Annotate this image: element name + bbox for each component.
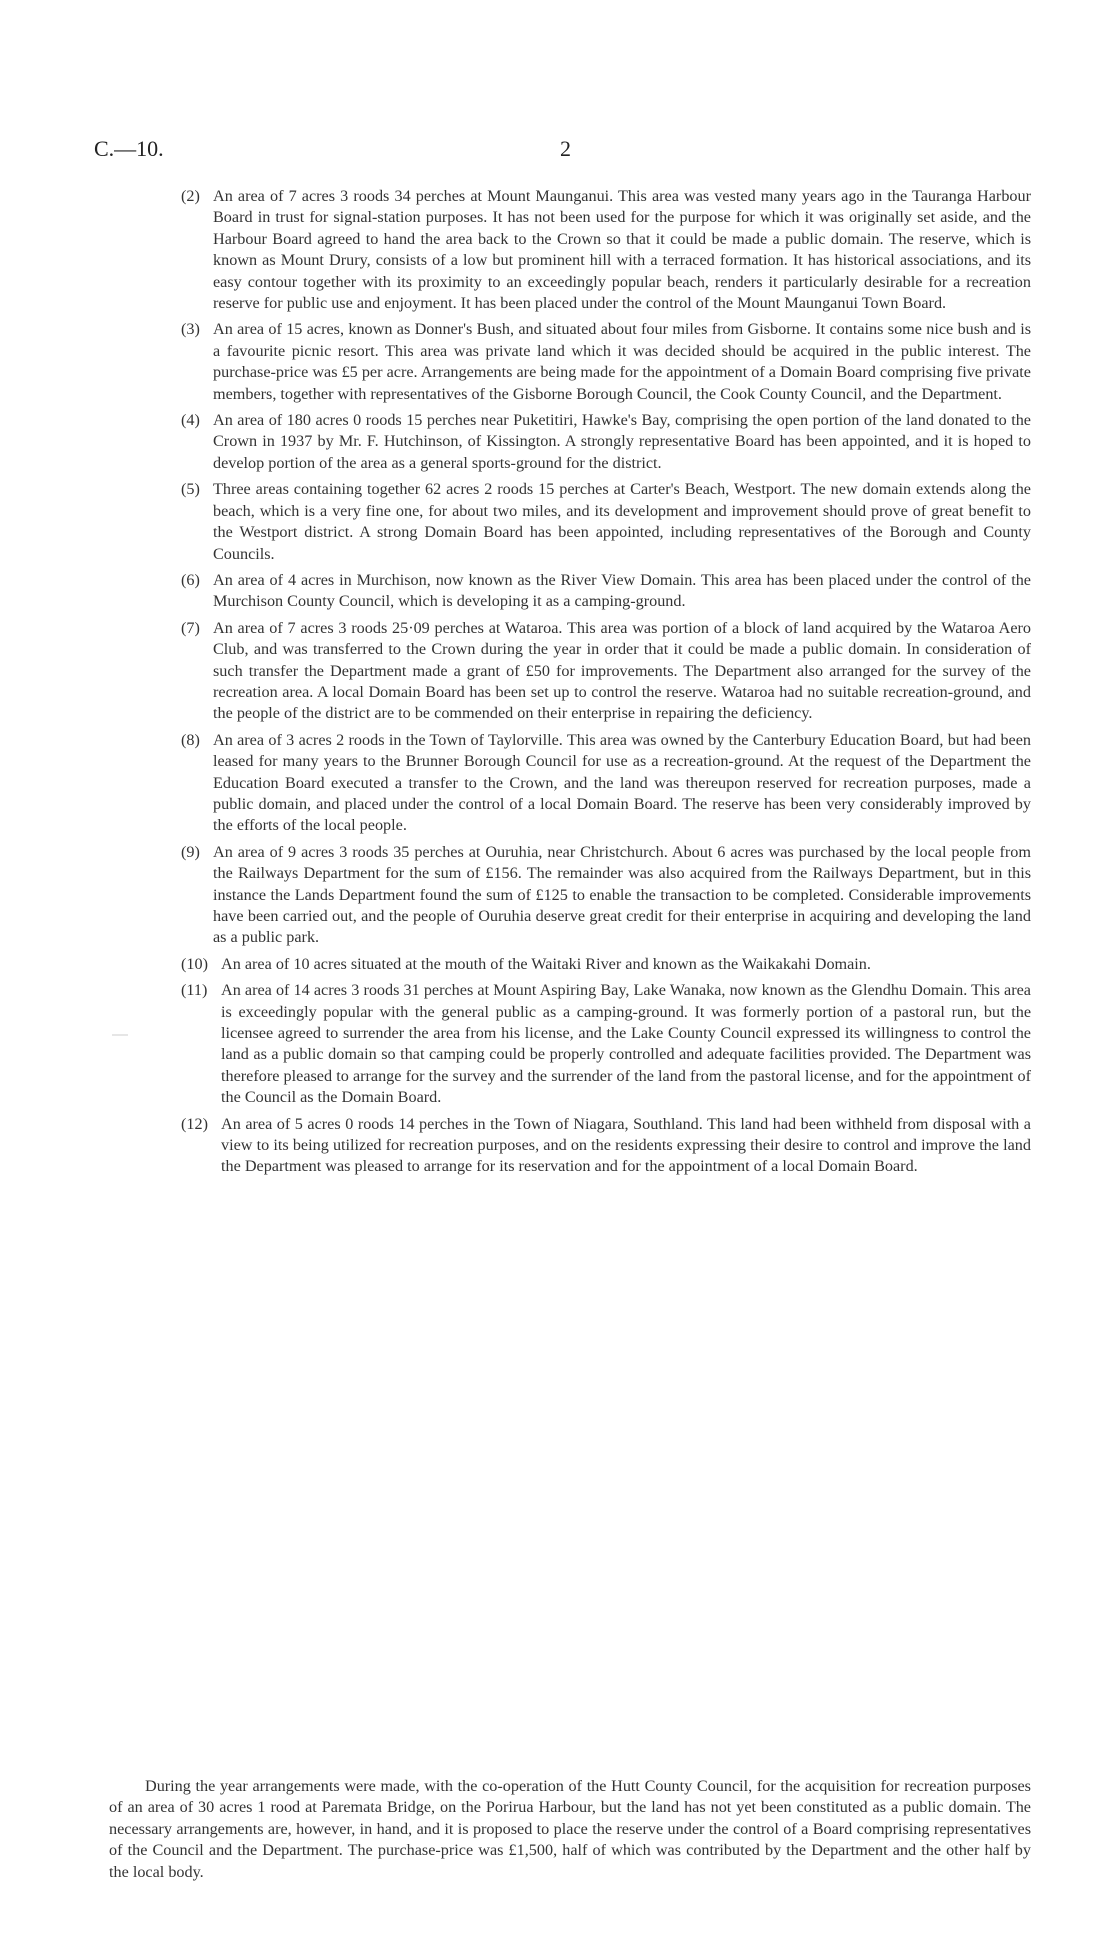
item-11 <box>181 980 1031 1108</box>
item-8 <box>181 730 1031 837</box>
item-number: (3) <box>181 320 200 339</box>
document-reference: C.—10. <box>94 136 164 161</box>
item-number: (8) <box>181 730 200 749</box>
item-12 <box>181 1114 1031 1178</box>
item-7 <box>181 618 1031 725</box>
item-number: (6) <box>181 570 200 589</box>
item-text: An area of 3 acres 2 roods in the Town of Taylorville. This area was owned by the Canterbury Education Board, but had been leased for many years to the Brunner Borough Council for use as a recreation-ground. At the request of the Department the Education Board executed a transfer to the Crown, and the land was thereupon reserved for recreation purposes, made a public domain, and placed under the control of a local Domain Board. The reserve has been very considerably improved by the efforts of the local people. <box>213 730 1031 835</box>
item-number: (7) <box>181 618 200 637</box>
item-text: An area of 7 acres 3 roods 25·09 perches at Wataroa. This area was portion of a block of land acquired by the Wataroa Aero Club, and was transferred to the Crown during the year in order that it could be made a public domain. In consideration of such transfer the Department made a grant of £50 for improvements. The Department also arranged for the survey of the recreation area. A local Domain Board has been set up to control the reserve. Wataroa had no suitable recreation-ground, and the people of the district are to be commended on their enterprise in repairing the deficiency. <box>213 618 1031 723</box>
item-number: (9) <box>181 842 200 861</box>
item-text: An area of 15 acres, known as Donner's Bush, and situated about four miles from Gisborne. It contains some nice bush and is a favourite picnic resort. This area was private land which it was decided should be acquired in the public interest. The purchase-price was £5 per acre. Arrangements are being made for the appointment of a Domain Board comprising five private members, together with representatives of the Gisborne Borough Council, the Cook County Council, and the Department. <box>213 320 1031 403</box>
page-header <box>94 136 1020 166</box>
numbered-items <box>181 186 1031 1183</box>
item-text: An area of 14 acres 3 roods 31 perches at Mount Aspiring Bay, Lake Wanaka, now known as the Glendhu Domain. This area is exceedingly popular with the general public as a camping-ground. It was formerly portion of a pastoral run, but the licensee agreed to surrender the area from his license, and the Lake County Council expressed its willingness to control the land as a public domain so that camping could be properly controlled and adequate facilities provided. The Department was therefore pleased to arrange for the survey and the surrender of the land from the pastoral license, and for the appointment of the Council as the Domain Board. <box>221 981 1031 1107</box>
item-number: (4) <box>181 411 200 430</box>
margin-mark <box>112 1034 128 1036</box>
item-6 <box>181 570 1031 613</box>
item-text: An area of 5 acres 0 roods 14 perches in the Town of Niagara, Southland. This land had been withheld from disposal with a view to its being utilized for recreation purposes, and on the residents expressing their desire to control and improve the land the Department was pleased to arrange for its reservation and for the appointment of a local Domain Board. <box>221 1114 1031 1176</box>
item-text: An area of 10 acres situated at the mouth of the Waitaki River and known as the Waikakahi Domain. <box>221 954 871 973</box>
item-text: An area of 7 acres 3 roods 34 perches at Mount Maunganui. This area was vested many years ago in the Tauranga Harbour Board in trust for signal-station purposes. It has not been used for the purpose for which it was originally set aside, and the Harbour Board agreed to hand the area back to the Crown so that it could be made a public domain. The reserve, which is known as Mount Drury, consists of a low but prominent hill with a terraced formation. It has historical associations, and its easy contour together with its proximity to an exceedingly popular beach, renders it particularly desirable for a recreation reserve for public use and enjoyment. It has been placed under the control of the Mount Maunganui Town Board. <box>213 187 1031 313</box>
item-5 <box>181 479 1031 565</box>
item-text: Three areas containing together 62 acres 2 roods 15 perches at Carter's Beach, Westport. The new domain extends along the beach, which is a very fine one, for about two miles, and its development and improvement should prove of great benefit to the Westport district. A strong Domain Board has been appointed, including representatives of the Borough and County Councils. <box>213 480 1031 563</box>
item-text: An area of 4 acres in Murchison, now known as the River View Domain. This area has been placed under the control of the Murchison County Council, which is developing it as a camping-ground. <box>213 570 1031 611</box>
item-number: (2) <box>181 187 200 205</box>
item-2 <box>181 186 1031 314</box>
item-4 <box>181 410 1031 474</box>
item-number: (12) <box>181 1114 208 1133</box>
item-number: (5) <box>181 480 200 499</box>
item-number: (10) <box>181 954 208 973</box>
item-number: (11) <box>181 981 208 1000</box>
page-number: 2 <box>560 136 571 161</box>
closing-paragraph: During the year arrangements were made, with the co-operation of the Hutt County Council, for the acquisition for recreation purposes of an area of 30 acres 1 rood at Paremata Bridge, on the Porirua Harbour, but the land has not yet been constituted as a public domain. The necessary arrangements are, however, in hand, and it is proposed to place the reserve under the control of a Board comprising representatives of the Council and the Department. The purchase-price was £1,500, half of which was contributed by the Department and the other half by the local body. <box>109 1777 1031 1881</box>
item-3 <box>181 319 1031 405</box>
item-text: An area of 180 acres 0 roods 15 perches near Puketitiri, Hawke's Bay, comprising the open portion of the land donated to the Crown in 1937 by Mr. F. Hutchinson, of Kissington. A strongly representative Board has been appointed, and it is hoped to develop portion of the area as a general sports-ground for the district. <box>213 411 1031 472</box>
item-10 <box>181 954 1031 975</box>
item-9 <box>181 842 1031 949</box>
item-text: An area of 9 acres 3 roods 35 perches at Ouruhia, near Christchurch. About 6 acres was purchased by the local people from the Railways Department for the sum of £156. The remainder was also acquired from the Railways Department, but in this instance the Lands Department found the sum of £125 to enable the transaction to be completed. Considerable improvements have been carried out, and the people of Ouruhia deserve great credit for their enterprise in acquiring and developing the land as a public park. <box>213 842 1031 947</box>
